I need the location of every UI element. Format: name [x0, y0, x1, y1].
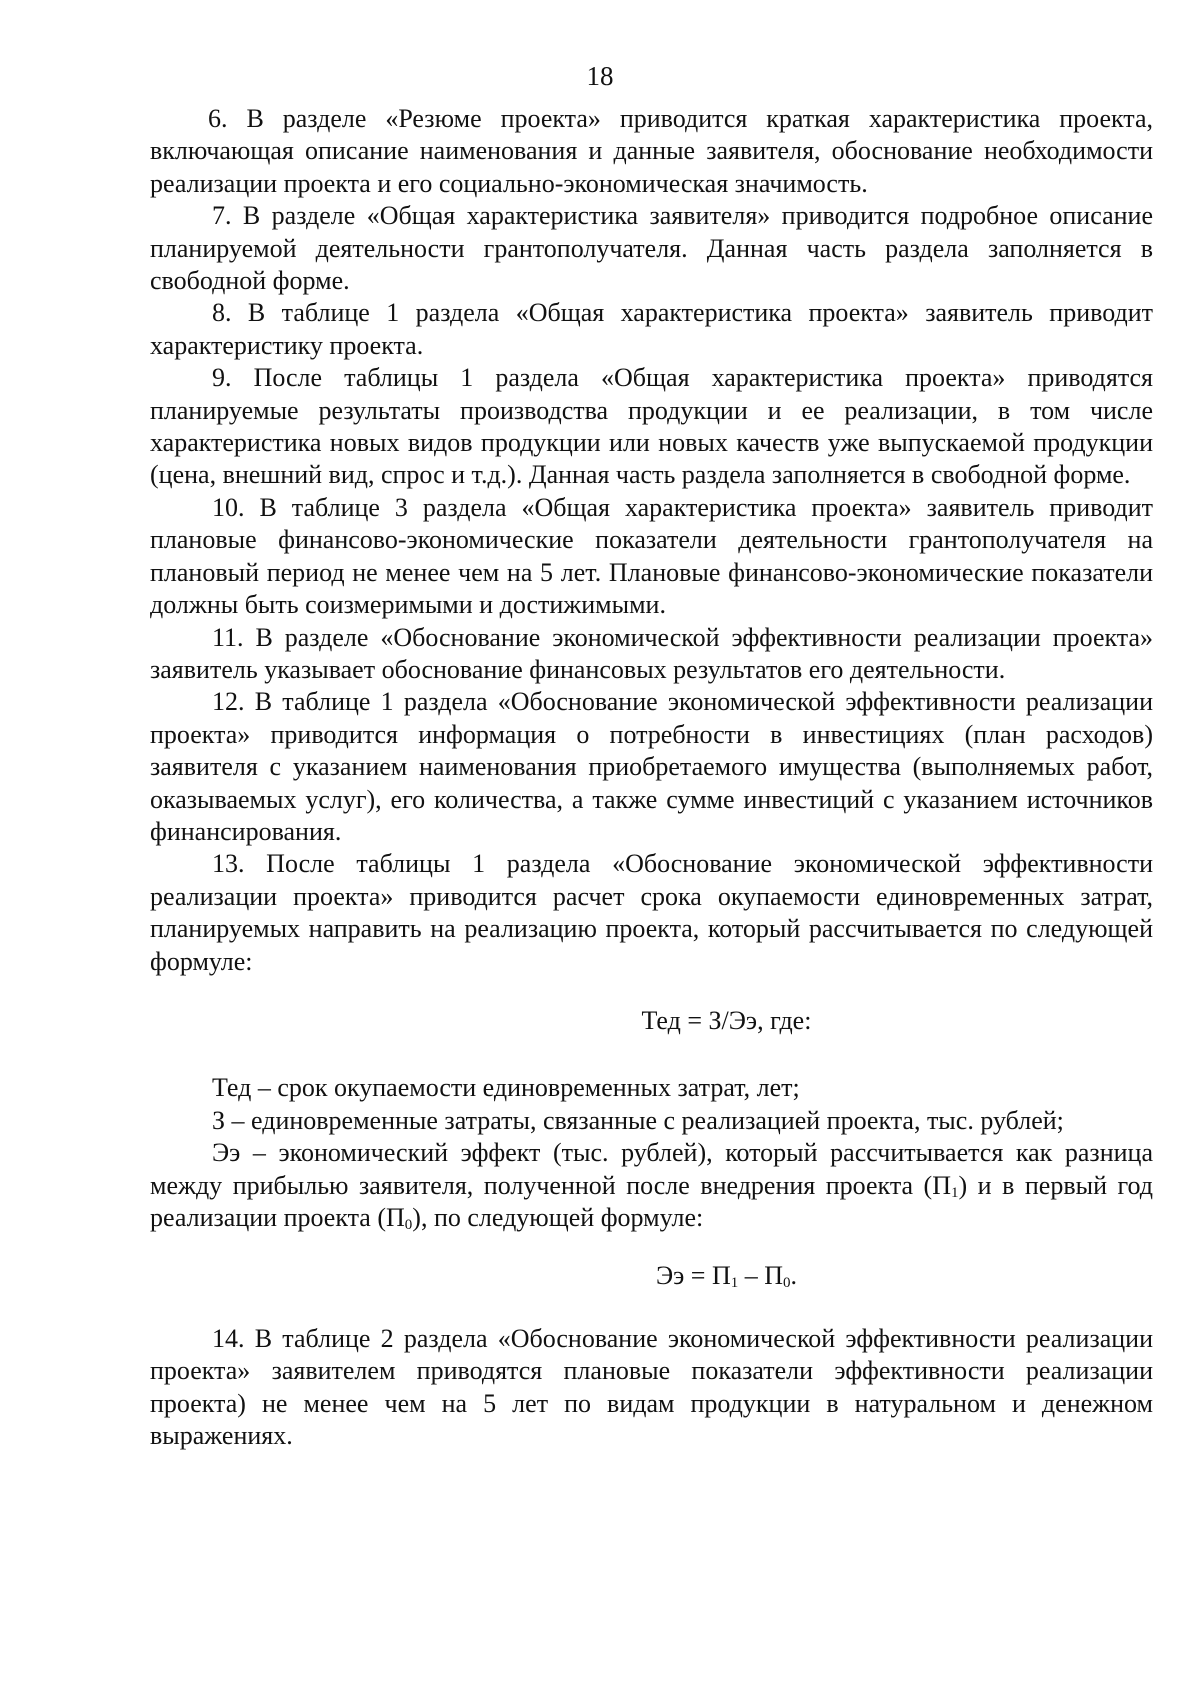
paragraph-10: 10. В таблице 3 раздела «Общая характеристика проекта» заявитель приводит плановые финансово-экономические показатели деятельности грантополучателя на плановый период не менее чем на 5 лет. Плановые финансово-экономические показатели должны быть соизмеримыми и достижимыми.: [150, 492, 1153, 620]
economic-effect-formula: [150, 1260, 1153, 1292]
subscript-1: 1: [951, 1184, 959, 1201]
formula2-middle: – П: [738, 1261, 784, 1291]
paragraph-12: 12. В таблице 1 раздела «Обоснование экономической эффективности реализации проекта» приводится информация о потребности в инвестициях (план расходов) заявителя с указанием наименования приобретаемого имущества (выполняемых работ, оказываемых услуг), его количества, а также сумме инвестиций с указанием источников финансирования.: [150, 687, 1153, 846]
definition-ee-text-2: ) и в первый год реализации проекта (П: [150, 1170, 1153, 1232]
definition-ted: Тед – срок окупаемости единовременных затрат, лет;: [212, 1073, 800, 1103]
definition-ee: [150, 1137, 1153, 1234]
paragraph-6: 6. В разделе «Резюме проекта» приводится краткая характеристика проекта, включающая описание наименования и данные заявителя, обоснование необходимости реализации проекта и его социально-экономическая значимость.: [150, 104, 1153, 198]
page-number: 18: [586, 61, 614, 91]
document-body: [150, 103, 1153, 1452]
paragraph-7: 7. В разделе «Общая характеристика заявителя» приводится подробное описание планируемой деятельности грантополучателя. Данная часть раздела заполняется в свободной форме.: [150, 201, 1153, 296]
definition-ee-text-3: ), по следующей формуле:: [412, 1203, 704, 1232]
paragraph-14: 14. В таблице 2 раздела «Обоснование экономической эффективности реализации проекта» заявителем приводятся плановые показатели эффективности реализации проекта) не менее чем на 5 лет по видам продукции в натуральном и денежном выражениях.: [150, 1323, 1153, 1451]
payback-formula: Тед = З/Ээ, где:: [641, 1005, 812, 1035]
definition-ee-text-1: Ээ – экономический эффект (тыс. рублей), который рассчитывается как разница между прибылью заявителя, полученной после внедрения проекта (П: [150, 1138, 1153, 1200]
paragraph-13: 13. После таблицы 1 раздела «Обоснование экономической эффективности реализации проекта» приводится расчет срока окупаемости единовременных затрат, планируемых направить на реализацию проекта, который рассчитывается по следующей формуле:: [150, 849, 1153, 976]
definition-z: З – единовременные затраты, связанные с реализацией проекта, тыс. рублей;: [212, 1105, 1064, 1135]
formula2-end: .: [790, 1261, 798, 1291]
subscript-0: 0: [404, 1217, 413, 1233]
formula2-left: Ээ = П: [655, 1261, 731, 1291]
paragraph-8: 8. В таблице 1 раздела «Общая характеристика проекта» заявитель приводит характеристику проекта.: [150, 298, 1153, 360]
formula2-sub1: 1: [730, 1275, 739, 1292]
paragraph-11: 11. В разделе «Обоснование экономической эффективности реализации проекта» заявитель указывает обоснование финансовых результатов его деятельности.: [150, 622, 1153, 684]
formula2-sub0: 0: [783, 1275, 791, 1292]
paragraph-9: 9. После таблицы 1 раздела «Общая характеристика проекта» приводятся планируемые результаты производства продукции и ее реализации, в том числе характеристика новых видов продукции или новых качеств уже выпускаемой продукции (цена, внешний вид, спрос и т.д.). Данная часть раздела заполняется в свободной форме.: [150, 363, 1153, 490]
